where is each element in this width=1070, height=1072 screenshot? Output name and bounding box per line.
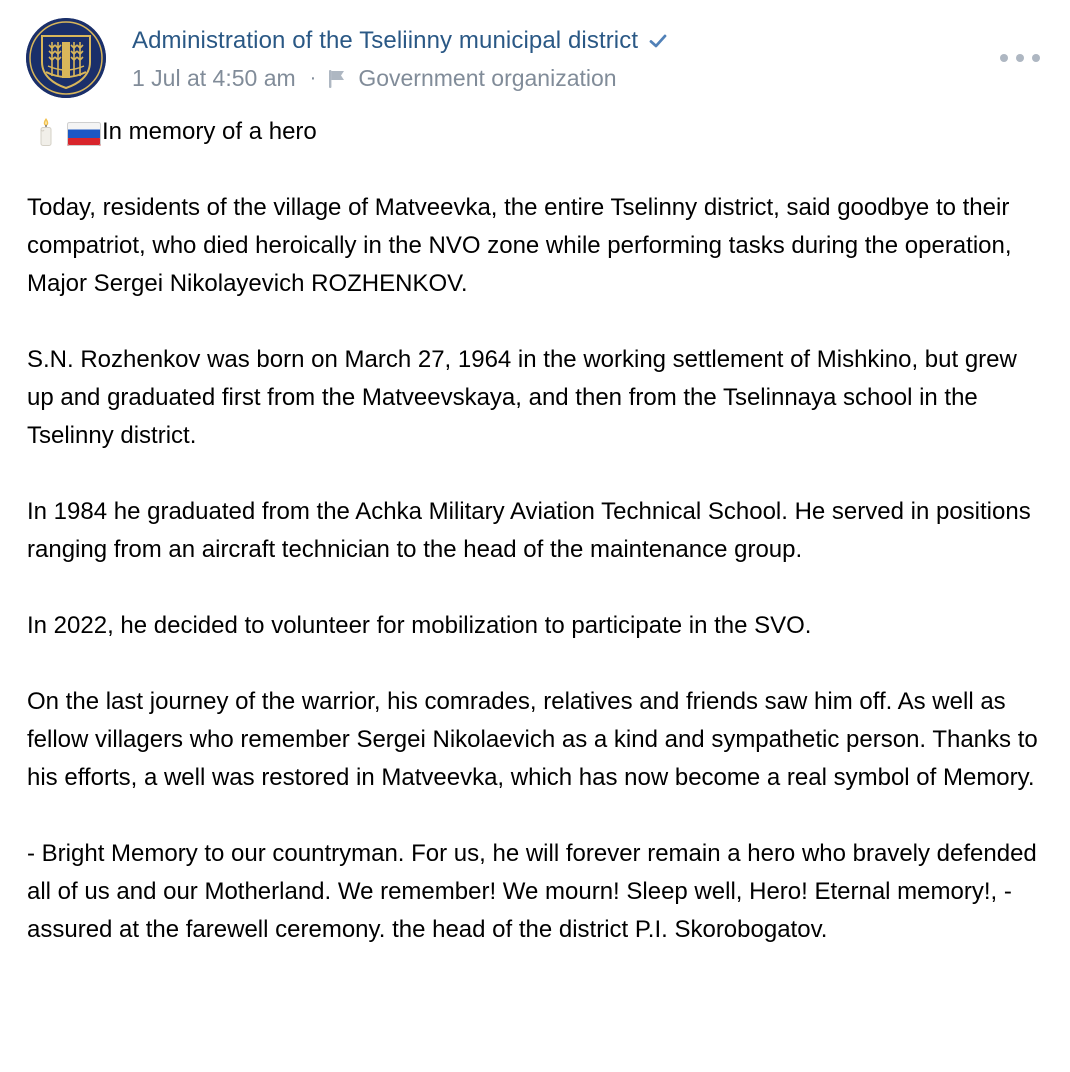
paragraph-5: On the last journey of the warrior, his comrades, relatives and friends saw him off. As well as fellow villagers who remember Sergei Nikolaevich as a kind and sympathetic person. Thanks to his efforts, a well was restored in Matveevka, which has now become a real symbol of Memory.: [27, 688, 1038, 791]
paragraph-1: Today, residents of the village of Matveevka, the entire Tselinny district, said goodbye to their compatriot, who died heroically in the NVO zone while performing tasks during the operation, Major Sergei Nikolayevich ROZHENKOV.: [27, 194, 1012, 297]
paragraph-6: - Bright Memory to our countryman. For us, he will forever remain a hero who bravely defended all of us and our Motherland. We remember! We mourn! Sleep well, Hero! Eternal memory!, - assured at the farewell ceremony. the head of the district P.I. Skorobogatov.: [27, 840, 1037, 943]
meta-separator: ·: [309, 66, 317, 89]
more-options-button[interactable]: [1000, 44, 1040, 72]
meta-row: [132, 62, 617, 94]
post-header: [26, 18, 1046, 98]
more-dots-icon: [1000, 54, 1008, 62]
more-dots-icon: [1016, 54, 1024, 62]
candle-icon: [35, 117, 57, 147]
post-heading-line: [27, 113, 1047, 151]
post-category: Government organization: [358, 64, 617, 91]
flag-icon: [328, 68, 346, 88]
more-dots-icon: [1032, 54, 1040, 62]
post-heading: In memory of a hero: [102, 118, 317, 145]
paragraph-4: In 2022, he decided to volunteer for mobilization to participate in the SVO.: [27, 612, 812, 639]
paragraph-2: S.N. Rozhenkov was born on March 27, 1964 in the working settlement of Mishkino, but grew up and graduated first from the Matveevskaya, and then from the Tselinnaya school in the Tselinny district.: [27, 346, 1017, 449]
post-text: [27, 113, 1047, 987]
russia-flag-icon: [67, 120, 101, 144]
page-name-link[interactable]: Administration of the Tseliinny municipal district: [132, 27, 639, 54]
district-emblem-icon: [26, 18, 106, 98]
verified-checkmark-icon: [648, 31, 668, 51]
title-row: [132, 24, 668, 58]
paragraph-3: In 1984 he graduated from the Achka Military Aviation Technical School. He served in positions ranging from an aircraft technician to the head of the maintenance group.: [27, 498, 1031, 563]
post-date-link[interactable]: 1 Jul at 4:50 am: [132, 64, 296, 91]
avatar[interactable]: [26, 18, 106, 98]
